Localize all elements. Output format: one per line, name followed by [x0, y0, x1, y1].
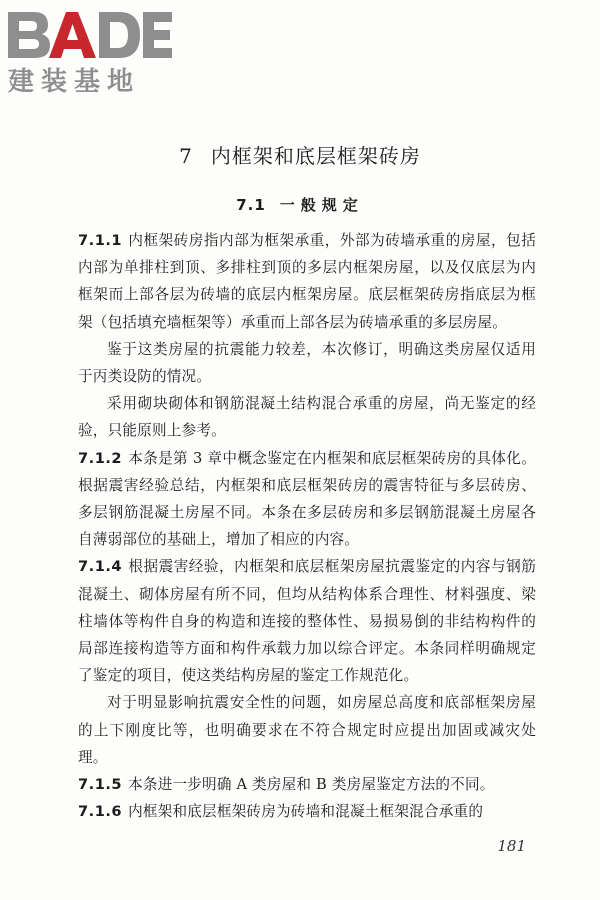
- bade-logo: [4, 4, 174, 96]
- clause-number: 7.1.4: [78, 558, 123, 576]
- paragraph: [78, 445, 536, 554]
- paragraph: [78, 553, 536, 689]
- clause-number: 7.1.6: [78, 803, 123, 821]
- page-number: 181: [497, 837, 526, 855]
- paragraph-text: 采用砌块砌体和钢筋混凝土结构混合承重的房屋，尚无鉴定的经验，只能原则上参考。: [78, 395, 536, 440]
- paragraph-text: 对于明显影响抗震安全性的问题，如房屋总高度和底部框架房屋的上下刚度比等，也明确要求在不符合规定时应提出加固或减灾处理。: [78, 694, 536, 766]
- section-number: 7.1: [236, 196, 266, 214]
- paragraph: [78, 689, 536, 771]
- paragraph-text: 本条是第 3 章中概念鉴定在内框架和底层框架砖房的具体化。根据震害经验总结，内框架和底层框架砖房的震害特征与多层砖房、多层钢筋混凝土房屋不同。本条在多层砖房和多层钢筋混凝土房屋各自薄弱部位的基础上，增加了相应的内容。: [78, 449, 536, 549]
- chapter-title: [0, 140, 600, 169]
- paragraph: [78, 227, 536, 336]
- logo-tagline: 建装基地: [8, 67, 141, 96]
- chapter-number: 7: [179, 144, 193, 168]
- paragraph: [78, 771, 536, 798]
- paragraph: [78, 336, 536, 390]
- paragraph-text: 内框架和底层框架砖房为砖墙和混凝土框架混合承重的: [128, 803, 484, 821]
- paragraph: [78, 390, 536, 444]
- section-title: [0, 194, 600, 215]
- clause-number: 7.1.2: [78, 449, 123, 467]
- paragraph-text: 根据震害经验，内框架和底层框架房屋抗震鉴定的内容与钢筋混凝土、砌体房屋有所不同，但均从结构体系合理性、材料强度、梁柱墙体等构件自身的构造和连接的整体性、易损易倒的非结构构件的局部连接构造等方面和构件承载力加以综合评定。本条同样明确规定了鉴定的项目，使这类结构房屋的鉴定工作规范化。: [78, 558, 536, 685]
- chapter-title-text: 内框架和底层框架砖房: [210, 144, 421, 168]
- paragraph-text: 内框架砖房指内部为框架承重，外部为砖墙承重的房屋，包括内部为单排柱到顶、多排柱到顶的多层内框架房屋，以及仅底层为内框架而上部各层为砖墙的底层内框架房屋。底层框架砖房指底层为框架（包括填充墙框架等）承重而上部各层为砖墙承重的多层房屋。: [78, 232, 536, 331]
- paragraph: [78, 798, 536, 825]
- clause-number: 7.1.5: [78, 776, 123, 794]
- section-title-text: 一般规定: [279, 196, 364, 214]
- bade-logo-mark: [4, 4, 174, 96]
- paragraph-text: 鉴于这类房屋的抗震能力较差，本次修订，明确这类房屋仅适用于丙类设防的情况。: [78, 340, 536, 386]
- paragraph-text: 本条进一步明确 A 类房屋和 B 类房屋鉴定方法的不同。: [128, 776, 495, 794]
- body-text: [78, 227, 536, 825]
- clause-number: 7.1.1: [78, 232, 123, 249]
